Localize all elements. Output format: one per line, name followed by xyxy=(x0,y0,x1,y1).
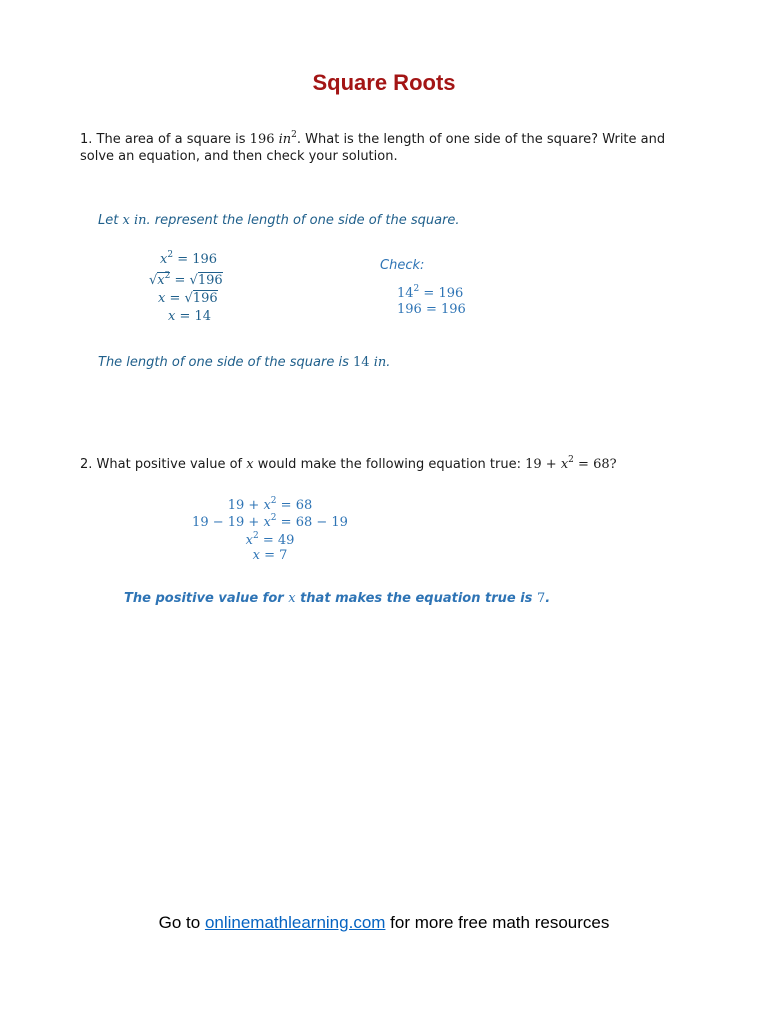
step-radicand: 196 xyxy=(197,273,223,288)
footer xyxy=(0,913,768,933)
q1-area-exponent: 2 xyxy=(291,130,297,140)
question-1-line-1 xyxy=(80,130,665,147)
q1-step-3 xyxy=(158,291,218,306)
step-exponent: 2 xyxy=(167,250,174,260)
step-var: x xyxy=(168,309,176,324)
q1-text: 1. The area of a square is xyxy=(80,132,250,147)
question-2 xyxy=(80,455,617,472)
q2-eq-right: = 68? xyxy=(573,457,617,472)
step-var: x xyxy=(252,548,260,563)
page-title: Square Roots xyxy=(312,70,456,95)
q2-step-2 xyxy=(170,513,370,530)
q2-eq-variable: x xyxy=(560,457,569,472)
check-exponent: 2 xyxy=(413,284,420,294)
step-var: x xyxy=(157,273,165,288)
let-text: Let xyxy=(98,213,123,228)
step-var: x xyxy=(263,515,271,530)
answer-variable: x xyxy=(288,591,296,606)
q2-eq-left: 19 + xyxy=(525,457,561,472)
q1-check-label: Check: xyxy=(380,258,425,273)
answer-end: . xyxy=(545,591,551,606)
q2-text-cont: would make the following equation true: xyxy=(253,457,526,472)
let-variable: x xyxy=(122,213,130,228)
step-eq-sqrt: = √ xyxy=(165,291,193,306)
let-text-end: . represent the length of one side of the square. xyxy=(146,213,460,228)
step-right: = 49 xyxy=(258,533,295,548)
q1-step-1 xyxy=(160,250,217,267)
q1-let-statement xyxy=(98,213,460,228)
step-left: 19 − 19 + xyxy=(192,515,264,530)
footer-suffix: for more free math resources xyxy=(385,913,610,932)
q1-text-cont: . What is the length of one side of the square? Write and xyxy=(296,132,666,147)
step-var: x xyxy=(160,252,168,267)
q1-step-4 xyxy=(168,309,211,324)
answer-value: 14 xyxy=(353,355,374,370)
step-var: x xyxy=(263,498,271,513)
step-exponent: 2 xyxy=(252,531,259,541)
step-right: = 68 xyxy=(276,498,313,513)
footer-link[interactable]: onlinemathlearning.com xyxy=(204,913,386,932)
check-base: 14 xyxy=(397,286,414,301)
q1-check-line-2: 196 = 196 xyxy=(397,302,466,317)
step-rhs: = 14 xyxy=(175,309,212,324)
step-right: = 68 − 19 xyxy=(276,515,348,530)
check-rhs: = 196 xyxy=(419,286,464,301)
step-var: x xyxy=(245,533,253,548)
step-exponent: 2 xyxy=(164,271,171,281)
answer-end: . xyxy=(386,355,391,370)
question-1-line-2: solve an equation, and then check your solution. xyxy=(80,149,398,164)
answer-text: The positive value for xyxy=(124,591,289,606)
q2-step-3 xyxy=(170,531,370,548)
step-eq-sqrt: = √ xyxy=(170,273,198,288)
step-exponent: 2 xyxy=(270,496,277,506)
answer-value: 7 xyxy=(536,591,546,606)
q1-check-line-1 xyxy=(397,284,463,301)
answer-text-cont: that makes the equation true is xyxy=(295,591,537,606)
step-left: 19 + xyxy=(227,498,264,513)
let-unit: in xyxy=(133,213,147,228)
step-right: = 7 xyxy=(259,548,288,563)
q1-area-value: 196 xyxy=(249,132,279,147)
q2-answer xyxy=(124,591,550,606)
q2-step-1 xyxy=(170,496,370,513)
q2-text: 2. What positive value of xyxy=(80,457,247,472)
sqrt-icon: √ xyxy=(149,273,158,288)
step-var: x xyxy=(158,291,166,306)
q2-variable: x xyxy=(246,457,254,472)
q1-answer xyxy=(98,355,390,370)
step-rhs: = 196 xyxy=(173,252,218,267)
footer-prefix: Go to xyxy=(158,913,205,932)
answer-text: The length of one side of the square is xyxy=(98,355,353,370)
q1-step-2 xyxy=(149,271,223,288)
q1-area-unit: in xyxy=(278,132,292,147)
q2-step-4 xyxy=(170,548,370,563)
q2-eq-exponent: 2 xyxy=(568,455,574,465)
answer-unit: in xyxy=(373,355,387,370)
step-exponent: 2 xyxy=(270,513,277,523)
step-radicand: 196 xyxy=(192,291,218,306)
